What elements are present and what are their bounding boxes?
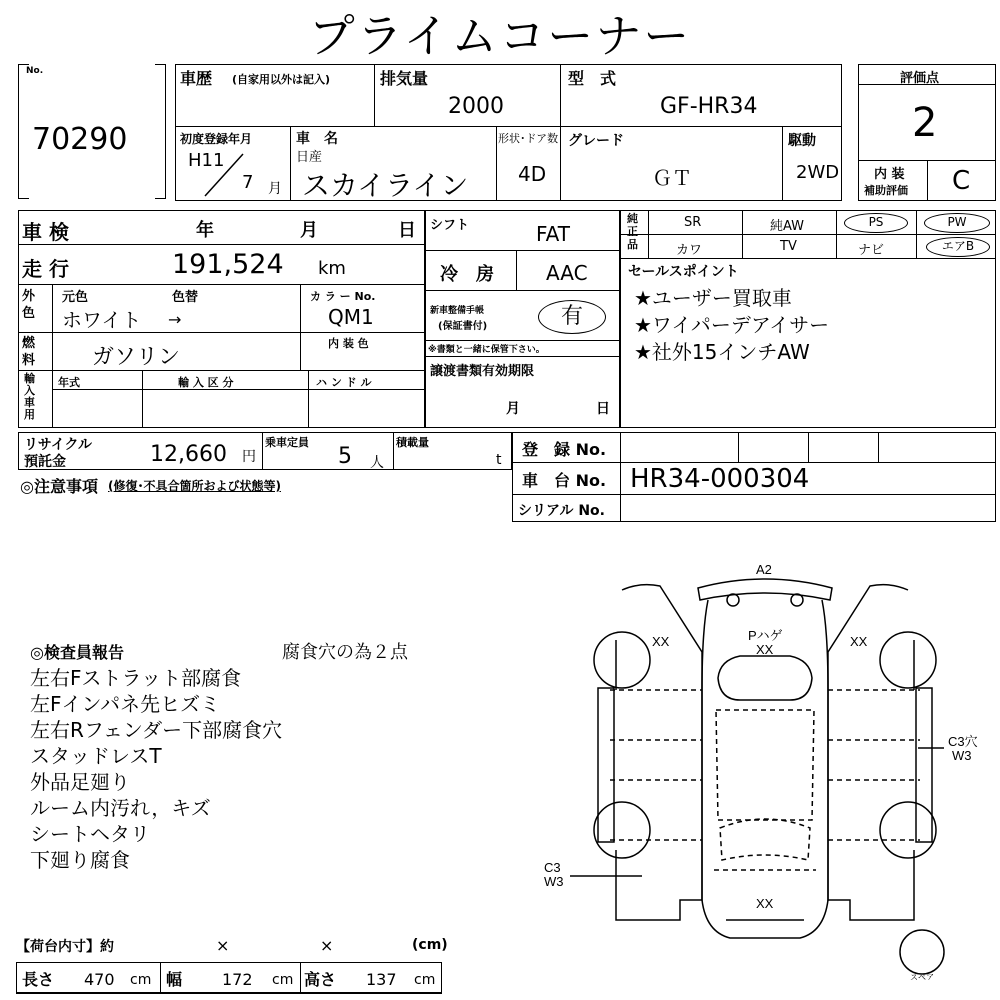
lot-label: No. <box>26 66 44 76</box>
cargo-label: 【荷台内寸】約 <box>16 939 114 955</box>
interior-label: 内 装 <box>874 167 905 182</box>
history-label: 車歴 <box>180 69 213 88</box>
right-front-wheel <box>880 802 936 858</box>
cargo-width-cm: cm <box>272 972 294 988</box>
score-label: 評価点 <box>900 71 940 86</box>
mark-rear-a2: A2 <box>756 562 772 577</box>
cargo-width-value: 172 <box>222 970 253 989</box>
import-handle-label: ハ ン ド ル <box>316 376 372 389</box>
cargo-length-cm: cm <box>130 972 152 988</box>
shape-label: 形状･ドア数 <box>498 132 559 145</box>
inspector-line-7: シートヘタリ <box>30 822 150 846</box>
aircon-value: AAC <box>546 261 588 285</box>
inspector-line-8: 下廻り腐食 <box>30 848 130 872</box>
cargo-length-value: 470 <box>84 970 115 989</box>
inspector-line-2: 左Fインパネ先ヒズミ <box>30 692 221 716</box>
mark-left-rear-1: C3 <box>544 860 561 875</box>
right-rear-wheel <box>880 632 936 688</box>
equip-pw-circled: PW <box>924 213 990 233</box>
displacement-value: 2000 <box>448 94 504 119</box>
import-side-label: 輸入車用 <box>24 372 35 421</box>
inspector-line-4: スタッドレスT <box>30 744 162 768</box>
mark-left-rear-2: W3 <box>544 874 564 889</box>
cargo-length-label: 長さ <box>22 970 55 989</box>
chassis-value: HR34-000304 <box>630 464 810 494</box>
transfer-doc-label: 譲渡書類有効期限 <box>430 364 535 379</box>
inspector-headline: 腐食穴の為２点 <box>282 642 408 663</box>
caution-label: ◎注意事項 <box>20 477 98 496</box>
inspection-month: 月 <box>300 220 318 241</box>
color-code-value: QM1 <box>328 305 374 329</box>
sales-point-1: ★ユーザー買取車 <box>634 286 792 310</box>
spare-label: スペア <box>910 973 934 980</box>
color-side-label: 外色 <box>22 289 36 321</box>
drive-label: 駆動 <box>788 133 816 149</box>
transfer-doc-day: 日 <box>596 401 610 417</box>
first-reg-month-unit: 月 <box>268 181 282 197</box>
shape-value: 4D <box>518 162 547 186</box>
left-rear-wheel <box>594 632 650 688</box>
interior-color-label: 内 装 色 <box>328 337 369 350</box>
score-value: 2 <box>912 100 938 146</box>
equip-sr: SR <box>684 215 702 230</box>
right-side-panel <box>828 585 914 920</box>
cargo-times-1: × <box>216 936 230 955</box>
rear-window <box>718 656 812 700</box>
inspection-year: 年 <box>196 220 214 241</box>
page-title: プライムコーナー <box>308 9 692 63</box>
caution-note: (修復･不具合箇所および状態等) <box>108 479 281 493</box>
mark-left-front: XX <box>652 634 670 649</box>
equip-alloy-wheel: 純AW <box>770 219 805 234</box>
chassis-label: 車 台 No. <box>522 471 607 490</box>
sales-point-3: ★社外15インチAW <box>634 340 810 364</box>
mileage-label: 走 行 <box>22 257 69 281</box>
inspector-line-6: ルーム内汚れ，キズ <box>30 796 211 820</box>
color-arrow: → <box>168 310 182 329</box>
displacement-label: 排気量 <box>380 69 429 88</box>
mileage-value: 191,524 <box>172 249 284 280</box>
recycle-label1: リサイクル <box>24 437 93 453</box>
sales-points-label: セールスポイント <box>628 264 739 280</box>
inspection-day: 日 <box>398 220 416 241</box>
history-note: (自家用以外は記入) <box>232 73 331 86</box>
equipment-side-label: 純正品 <box>627 212 638 251</box>
fuel-label: 燃料 <box>22 336 36 368</box>
mileage-unit: km <box>318 258 346 279</box>
rear-light-right <box>791 594 803 606</box>
car-damage-diagram <box>530 560 1000 980</box>
mark-right-side-2: W3 <box>952 748 972 763</box>
equip-tv: TV <box>780 239 797 254</box>
cargo-height-value: 137 <box>366 970 397 989</box>
drive-value: 2WD <box>796 162 840 183</box>
equip-navi: ナビ <box>858 243 885 258</box>
serial-label: シリアル No. <box>518 503 605 519</box>
inspector-line-1: 左右Fストラット部腐食 <box>30 666 242 690</box>
mark-roof-1: Pハゲ <box>748 628 783 643</box>
capacity-value: 5 <box>338 444 352 469</box>
mark-front: XX <box>756 896 774 911</box>
registration-label: 登 録 No. <box>522 440 607 459</box>
model-type-value: GF-HR34 <box>660 94 758 119</box>
first-reg-label: 初度登録年月 <box>180 132 253 146</box>
color-orig-value: ホワイト <box>62 308 142 332</box>
equip-ps-circled: PS <box>844 213 908 233</box>
load-label: 積載量 <box>396 436 429 449</box>
capacity-label: 乗車定員 <box>265 436 309 449</box>
equip-airbag-circled: エアB <box>926 237 990 257</box>
car-name-value: スカイライン <box>302 169 469 202</box>
inspector-label: ◎検査員報告 <box>30 643 124 662</box>
equip-leather: カワ <box>676 243 703 258</box>
color-repaint-label: 色替 <box>172 290 199 305</box>
grade-label: グレード <box>568 133 624 149</box>
left-front-wheel <box>594 802 650 858</box>
cargo-width-label: 幅 <box>166 970 183 989</box>
roof-area <box>716 710 814 820</box>
mark-right-front: XX <box>850 634 868 649</box>
load-unit: t <box>496 452 502 468</box>
shift-value: FAT <box>536 222 571 246</box>
aircon-label: 冷 房 <box>440 264 494 285</box>
grade-value: ＧＴ <box>652 166 692 190</box>
shift-label: シフト <box>430 218 470 233</box>
windshield <box>720 819 810 860</box>
mark-roof-2: XX <box>756 642 774 657</box>
first-reg-month: 7 <box>242 172 254 193</box>
cargo-height-label: 高さ <box>304 970 337 989</box>
recycle-unit: 円 <box>242 449 256 465</box>
spare-tire <box>900 930 944 974</box>
manual-label1: 新車整備手帳 <box>430 306 485 316</box>
fuel-value: ガソリン <box>92 345 181 370</box>
inspector-line-5: 外品足廻り <box>30 770 130 794</box>
car-maker: 日産 <box>296 150 323 165</box>
cargo-times-2: × <box>320 936 334 955</box>
interior-value: C <box>952 166 971 196</box>
import-kind-label: 輸 入 区 分 <box>178 376 234 389</box>
cargo-unit: (cm) <box>412 937 448 953</box>
left-rocker <box>598 688 614 842</box>
transfer-doc-month: 月 <box>506 401 520 417</box>
interior-label2: 補助評価 <box>864 184 908 197</box>
capacity-unit: 人 <box>370 455 384 471</box>
inspection-label: 車 検 <box>22 220 69 244</box>
manual-label2: (保証書付) <box>438 321 488 332</box>
rear-spoiler <box>698 579 832 600</box>
import-year-label: 年式 <box>58 376 80 389</box>
cargo-height-cm: cm <box>414 972 436 988</box>
color-code-label: カ ラ ー No. <box>310 290 376 303</box>
manual-note: ※書類と一緒に保管下さい。 <box>428 345 545 355</box>
manual-value-oval: 有 <box>538 300 606 334</box>
model-type-label: 型 式 <box>568 69 617 88</box>
inspector-line-3: 左右Rフェンダー下部腐食穴 <box>30 718 283 742</box>
right-rocker <box>916 688 932 842</box>
first-reg-era: H11 <box>188 150 225 171</box>
lot-number: 70290 <box>32 122 128 157</box>
car-name-label: 車 名 <box>296 131 338 147</box>
lot-box <box>18 64 166 199</box>
recycle-label2: 預託金 <box>24 454 66 470</box>
sales-point-2: ★ワイパーデアイサー <box>634 313 830 337</box>
recycle-value: 12,660 <box>150 442 227 467</box>
mark-right-side-1: C3穴 <box>948 734 978 749</box>
rear-light-left <box>727 594 739 606</box>
color-orig-label: 元色 <box>62 290 89 305</box>
